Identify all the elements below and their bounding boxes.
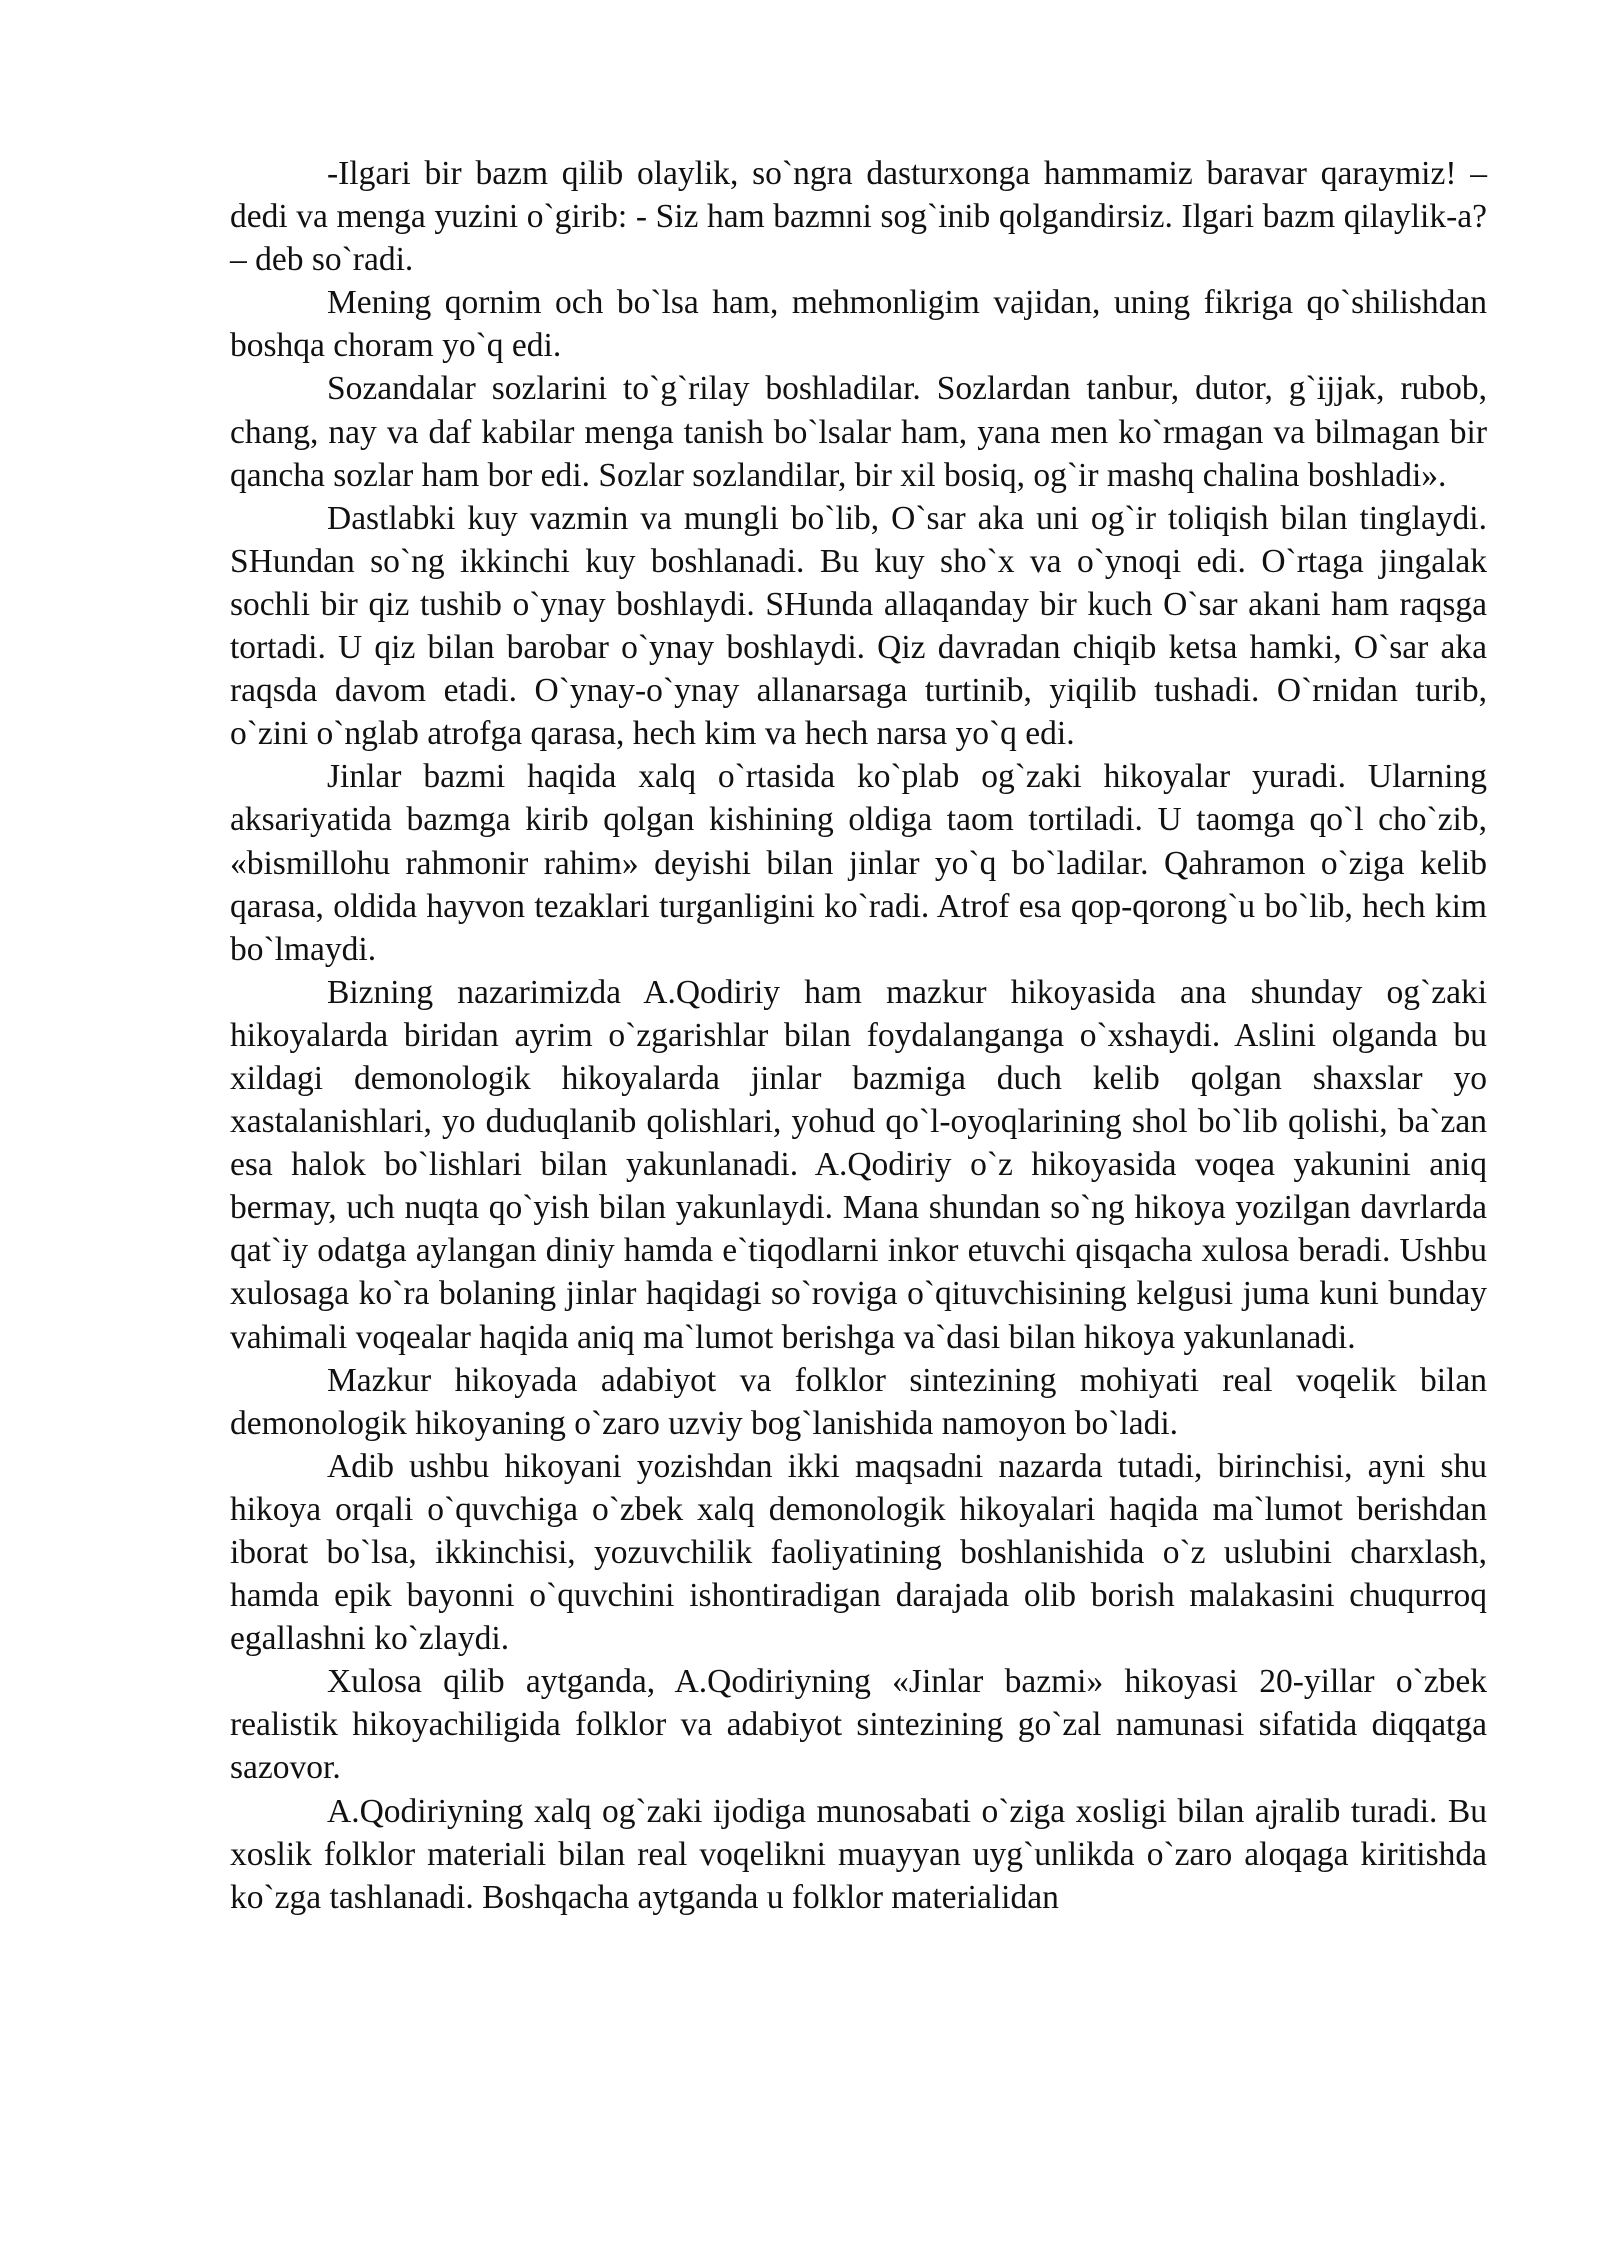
paragraph: Bizning nazarimizda A.Qodiriy ham mazkur hikoyasida ana shunday og`zaki hikoyalarda biridan ayrim o`zgarishlar bilan foydalanganga o`xshaydi. Aslini olganda bu xildagi demonologik hikoyalarda jinlar bazmiga duch kelib qolgan shaxslar yo xastalanishlari, yo duduqlanib qolishlari, yohud qo`l-oyoqlarining shol bo`lib qolishi, ba`zan esa halok bo`lishlari bilan yakunlanadi. A.Qodiriy o`z hikoyasida voqea yakunini aniq bermay, uch nuqta qo`yish bilan yakunlaydi. Mana shundan so`ng hikoya yozilgan davrlarda qat`iy odatga aylangan diniy hamda e`tiqodlarni inkor etuvchi qisqacha xulosa beradi. Ushbu xulosaga ko`ra bolaning jinlar haqidagi so`roviga o`qituvchisining kelgusi juma kuni bunday vahimali voqealar haqida aniq ma`lumot berishga va`dasi bilan hikoya yakunlanadi.	[230, 973, 1487, 1356]
paragraph: Sozandalar sozlarini to`g`rilay boshladilar. Sozlardan tanbur, dutor, g`ijjak, rubob, chang, nay va daf kabilar menga tanish bo`lsalar ham, yana men ko`rmagan va bilmagan bir qancha sozlar ham bor edi. Sozlar sozlandilar, bir xil bosiq, og`ir mashq chalina boshladi».	[230, 370, 1487, 494]
paragraph: Dastlabki kuy vazmin va mungli bo`lib, O`sar aka uni og`ir toliqish bilan tinglaydi. SHundan so`ng ikkinchi kuy boshlanadi. Bu kuy sho`x va o`ynoqi edi. O`rtaga jingalak sochli bir qiz tushib o`ynay boshlaydi. SHunda allaqanday bir kuch O`sar akani ham raqsga tortadi. U qiz bilan barobar o`ynay boshlaydi. Qiz davradan chiqib ketsa hamki, O`sar aka raqsda davom etadi. O`ynay-o`ynay allanarsaga turtinib, yiqilib tushadi. O`rnidan turib, o`zini o`nglab atrofga qarasa, hech kim va hech narsa yo`q edi.	[230, 499, 1487, 753]
body-text	[230, 152, 1487, 1919]
paragraph: Adib ushbu hikoyani yozishdan ikki maqsadni nazarda tutadi, birinchisi, ayni shu hikoya orqali o`quvchiga o`zbek xalq demonologik hikoyalari haqida ma`lumot berishdan iborat bo`lsa, ikkinchisi, yozuvchilik faoliyatining boshlanishida o`z uslubini charxlash, hamda epik bayonni o`quvchini ishontiradigan darajada olib borish malakasini chuqurroq egallashni ko`zlaydi.	[230, 1447, 1487, 1658]
paragraph: Xulosa qilib aytganda, A.Qodiriyning «Jinlar bazmi» hikoyasi 20-yillar o`zbek realistik hikoyachiligida folklor va adabiyot sintezining go`zal namunasi sifatida diqqatga sazovor.	[230, 1663, 1487, 1787]
paragraph: A.Qodiriyning xalq og`zaki ijodiga munosabati o`ziga xosligi bilan ajralib turadi. Bu xoslik folklor materiali bilan real voqelikni muayyan uyg`unlikda o`zaro aloqaga kiritishda ko`zga tashlanadi. Boshqacha aytganda u folklor materialidan	[230, 1792, 1487, 1916]
paragraph: Mazkur hikoyada adabiyot va folklor sintezining mohiyati real voqelik bilan demonologik hikoyaning o`zaro uzviy bog`lanishida namoyon bo`ladi.	[230, 1361, 1487, 1442]
paragraph: -Ilgari bir bazm qilib olaylik, so`ngra dasturxonga hammamiz baravar qaraymiz! – dedi va menga yuzini o`girib: - Siz ham bazmni sog`inib qolgandirsiz. Ilgari bazm qilaylik-a? – deb so`radi.	[230, 155, 1487, 279]
paragraph: Mening qornim och bo`lsa ham, mehmonligim vajidan, uning fikriga qo`shilishdan boshqa choram yo`q edi.	[230, 284, 1487, 365]
paragraph: Jinlar bazmi haqida xalq o`rtasida ko`plab og`zaki hikoyalar yuradi. Ularning aksariyatida bazmga kirib qolgan kishining oldiga taom tortiladi. U taomga qo`l cho`zib, «bismillohu rahmonir rahim» deyishi bilan jinlar yo`q bo`ladilar. Qahramon o`ziga kelib qarasa, oldida hayvon tezaklari turganligini ko`radi. Atrof esa qop-qorong`u bo`lib, hech kim bo`lmaydi.	[230, 758, 1487, 968]
